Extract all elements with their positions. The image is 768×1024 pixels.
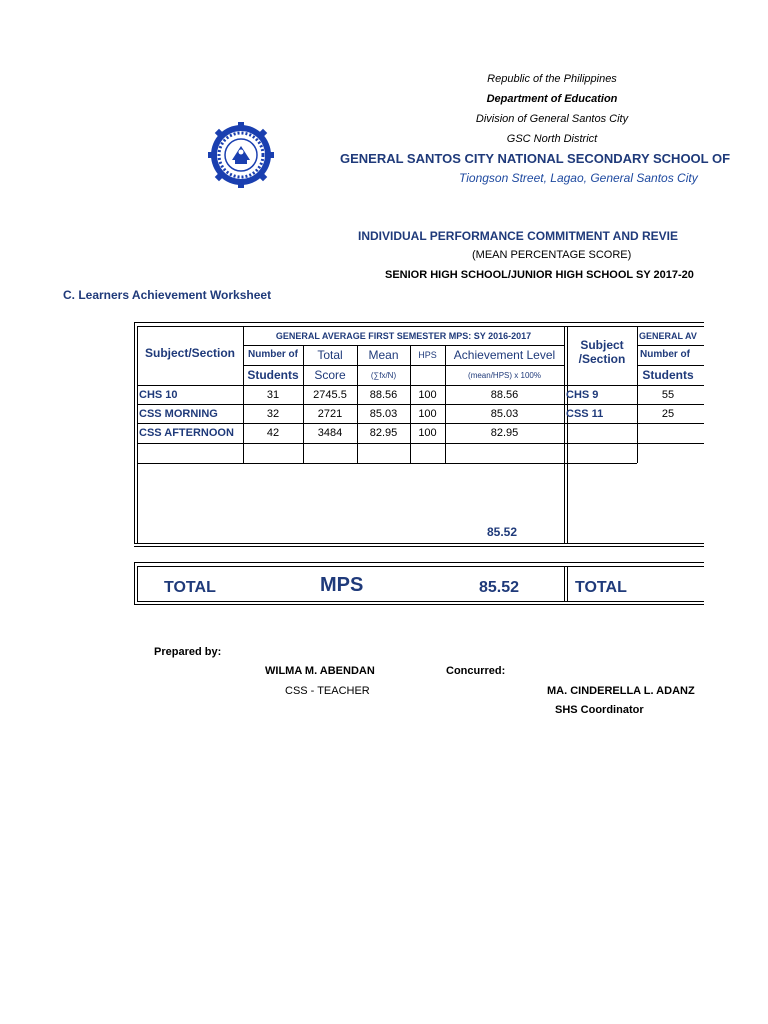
grid-line	[137, 601, 704, 602]
right-col-header-students: Students	[642, 368, 694, 382]
row-students: 55	[661, 389, 675, 401]
preparer-role: CSS - TEACHER	[285, 685, 370, 697]
col-header-achievement: Achievement Level	[453, 348, 556, 362]
col-header-subject: Subject/Section	[144, 346, 236, 360]
district-line: GSC North District	[506, 133, 598, 145]
row-subject: CHS 9	[566, 389, 599, 401]
row-score: 2721	[317, 408, 343, 420]
division-line: Division of General Santos City	[475, 113, 629, 125]
form-title: INDIVIDUAL PERFORMANCE COMMITMENT AND REVIE	[358, 229, 679, 243]
row-score: 2745.5	[313, 389, 347, 401]
grid-line	[137, 566, 704, 567]
grid-line	[134, 604, 704, 605]
total-label-right: TOTAL	[575, 579, 627, 596]
mps-total-value: 85.52	[479, 579, 520, 596]
row-students: 31	[266, 389, 280, 401]
grid-line	[564, 566, 565, 601]
form-subtitle: (MEAN PERCENTAGE SCORE)	[472, 249, 632, 261]
col-header-score: Score	[314, 368, 346, 382]
prepared-by-label: Prepared by:	[154, 646, 222, 658]
row-subject: CSS AFTERNOON	[139, 427, 234, 439]
grid-line	[134, 546, 704, 547]
school-year-line: SENIOR HIGH SCHOOL/JUNIOR HIGH SCHOOL SY 2017-20	[385, 269, 694, 281]
school-seal-gear-icon	[208, 122, 274, 188]
row-students: 25	[661, 408, 675, 420]
row-students: 42	[266, 427, 280, 439]
grid-line	[137, 463, 637, 464]
col-header-total: Total	[317, 348, 343, 362]
grid-line	[134, 322, 135, 544]
row-hps: 100	[418, 408, 437, 420]
col-header-mean-formula: (∑fx/N)	[370, 371, 397, 380]
grid-line	[564, 326, 565, 544]
row-score: 3484	[317, 427, 343, 439]
col-header-mean: Mean	[368, 348, 399, 362]
row-hps: 100	[418, 389, 437, 401]
grid-line	[137, 443, 704, 444]
grid-line	[134, 543, 704, 544]
row-mean: 88.56	[369, 389, 398, 401]
row-subject: CSS MORNING	[139, 408, 218, 420]
row-subject: CSS 11	[566, 408, 604, 420]
row-subject: CHS 10	[139, 389, 178, 401]
grid-line	[134, 322, 704, 323]
col-header-hps: HPS	[418, 350, 437, 360]
total-label: TOTAL	[164, 579, 216, 596]
grid-line	[137, 566, 138, 601]
school-address: Tiongson Street, Lagao, General Santos City	[459, 171, 698, 185]
row-level: 82.95	[490, 427, 519, 439]
department-line: Department of Education	[486, 93, 618, 105]
mps-label: MPS	[320, 574, 364, 596]
right-col-header-subject: Subject	[580, 338, 624, 352]
concurrer-name: MA. CINDERELLA L. ADANZ	[547, 685, 695, 697]
col-header-achievement-formula: (mean/HPS) x 100%	[468, 371, 541, 380]
concurred-label: Concurred:	[446, 665, 506, 677]
row-mean: 85.03	[369, 408, 398, 420]
row-level: 88.56	[490, 389, 519, 401]
concurrer-role: SHS Coordinator	[555, 704, 644, 716]
col-header-students: Students	[247, 368, 299, 382]
mps-summary-value: 85.52	[487, 525, 518, 539]
right-col-header-number: Number of	[640, 349, 690, 360]
grid-line	[134, 562, 704, 563]
col-header-number: Number of	[248, 349, 298, 360]
row-students: 32	[266, 408, 280, 420]
grid-line	[134, 562, 135, 604]
right-col-header-section: /Section	[578, 352, 626, 366]
preparer-name: WILMA M. ABENDAN	[265, 665, 375, 677]
section-label: C. Learners Achievement Worksheet	[63, 288, 272, 302]
school-name: GENERAL SANTOS CITY NATIONAL SECONDARY SCHOOL OF	[340, 151, 731, 166]
row-mean: 82.95	[369, 427, 398, 439]
right-group-header: GENERAL AV	[639, 331, 697, 341]
row-level: 85.03	[490, 408, 519, 420]
left-group-header: GENERAL AVERAGE FIRST SEMESTER MPS: SY 2016-2017	[275, 331, 532, 341]
grid-line	[567, 566, 568, 601]
republic-line: Republic of the Philippines	[487, 73, 617, 85]
row-hps: 100	[418, 427, 437, 439]
